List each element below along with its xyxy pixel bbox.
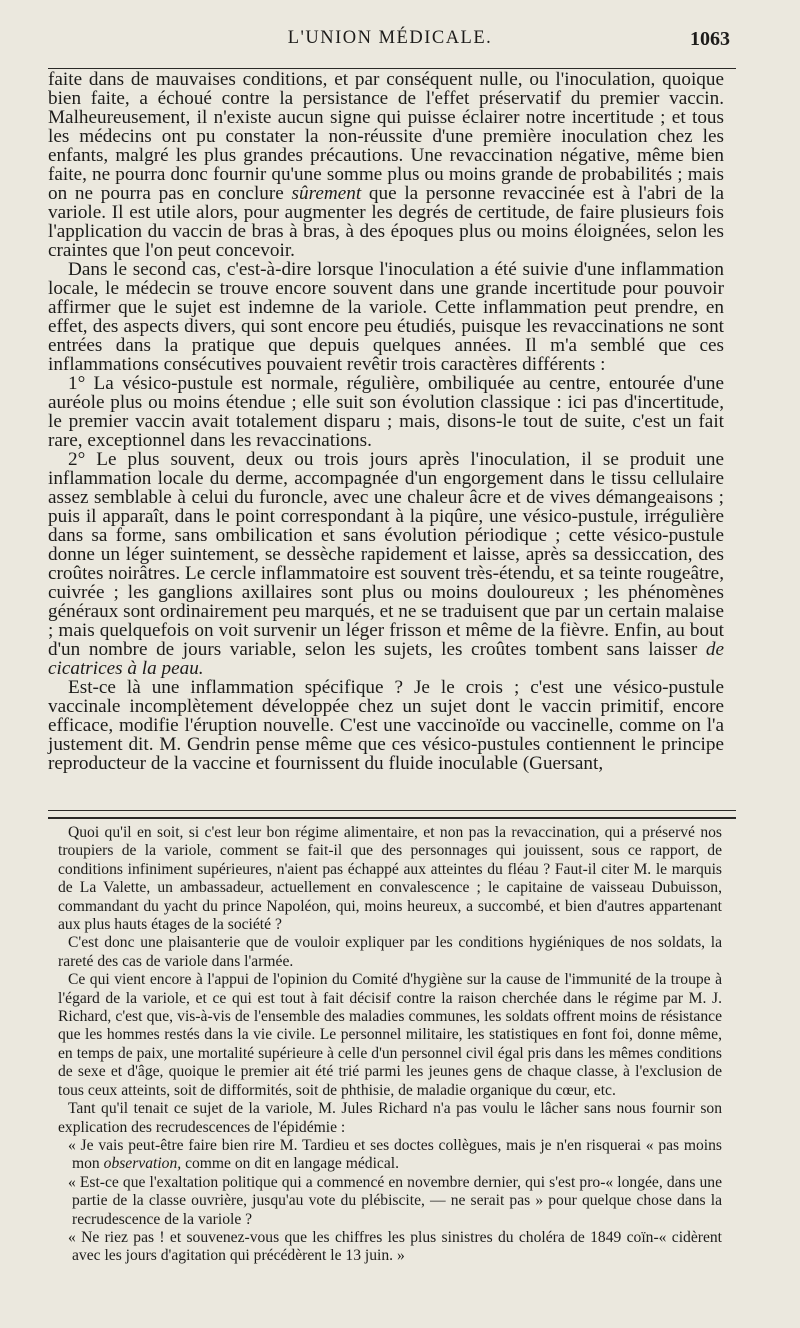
page-number: 1063 xyxy=(690,28,730,50)
article-paragraph-1: faite dans de mauvaises conditions, et par conséquent nulle, ou l'inoculation, quoique bien faite, a échoué contre la persistance de l'effet préservatif du premier vaccin. Malheureusement, il n'existe aucun signe qui puisse éclairer notre incertitude ; et tous les médecins ont pu constater la non-réussite d'une première inoculation chez les enfants, malgré les plus grandes précautions. Une revaccination négative, même bien faite, ne pourra donc fournir qu'une somme plus ou moins grande de probabilités ; mais on ne pourra pas en conclure sûrement que la personne revaccinée est à l'abri de la variole. Il est utile alors, pour augmenter les degrés de certitude, de faire plusieurs fois l'application du vaccin de bras à bras, à des époques plus ou moins éloignées, selon les craintes que l'on peut concevoir. xyxy=(48,69,724,261)
article-paragraph-2: Dans le second cas, c'est-à-dire lorsque l'inoculation a été suivie d'une inflammation locale, le médecin se trouve encore souvent dans une grande incertitude pour pouvoir affirmer que le sujet est indemne de la variole. Cette inflammation peut prendre, en effet, des aspects divers, qui sont encore peu étudiés, puisque les revaccinations ne sont entrées dans la pratique que depuis quelques années. Il m'a semblé que ces inflammations consécutives pouvaient revêtir trois caractères différents : xyxy=(48,259,724,375)
article-body xyxy=(48,70,724,773)
feuilleton-rule-thin xyxy=(48,810,736,811)
feuilleton-quote-3: « Ne riez pas ! et souvenez-vous que les chiffres les plus sinistres du choléra de 1849 coïn-« cidèrent avec les jours d'agitation qui précédèrent le 13 juin. » xyxy=(68,1228,722,1265)
article-paragraph-5: Est-ce là une inflammation spécifique ? Je le crois ; c'est une vésico-pustule vaccinale incomplètement développée chez un sujet dont le vaccin primitif, encore efficace, modifie l'éruption nouvelle. C'est une vaccinoïde ou vaccinelle, comme on l'a justement dit. M. Gendrin pense même que ces vésico-pustules contiennent le principe reproducteur de la vaccine et fournissent du fluide inoculable (Guersant, xyxy=(48,677,724,774)
feuilleton-paragraph-3: Ce qui vient encore à l'appui de l'opinion du Comité d'hygiène sur la cause de l'immunité de la troupe à l'égard de la variole, et ce qui est tout à fait décisif contre la raison cherchée dans le régime par M. J. Richard, c'est que, vis-à-vis de l'ensemble des maladies communes, les soldats offrent moins de résistance que les hommes restés dans la vie civile. Le personnel militaire, les statistiques en font foi, donne même, en temps de paix, une mortalité supérieure à celle d'un personnel civil égal pris dans les mêmes conditions de sexe et d'âge, quoique le premier ait été trié parmi les jeunes gens de chaque classe, à l'exclusion de tous ceux atteints, soit de difformités, soit de phthisie, de maladie organique du cœur, etc. xyxy=(58,971,722,1099)
italic-phrase: de cicatrices à la peau. xyxy=(48,639,724,679)
italic-word: sûrement xyxy=(291,183,362,204)
feuilleton-paragraph-1: Quoi qu'il en soit, si c'est leur bon régime alimentaire, et non pas la revaccination, qui a préservé nos troupiers de la variole, comment se fait-il que des personnages qui jouissent, sous ce rapport, de conditions infiniment supérieures, n'aient pas échappé aux atteintes du fléau ? Faut-il citer M. le marquis de La Valette, un ambassadeur, actuellement en convalescence ; le capitaine de vaisseau Dubuisson, commandant du yacht du prince Napoléon, qui, moins heureux, a succombé, et bien d'autres appartenant aux plus hauts étages de la société ? xyxy=(58,824,722,934)
feuilleton-rule-thick xyxy=(48,817,736,819)
article-paragraph-4: 2° Le plus souvent, deux ou trois jours après l'inoculation, il se produit une inflammation locale du derme, accompagnée d'un engorgement dans le tissu cellulaire assez semblable à celui du furoncle, avec une chaleur âcre et de vives démangeaisons ; puis il apparaît, dans le point correspondant à la piqûre, une vésico-pustule, irrégulière dans sa forme, sans ombilication et sans évolution périodique ; cette vésico-pustule donne un léger suintement, se dessèche rapidement et laisse, après sa dessiccation, des croûtes noirâtres. Le cercle inflammatoire est souvent très-étendu, et sa teinte rougeâtre, cuivrée ; les ganglions axillaires sont plus ou moins douloureux ; les phénomènes généraux sont ordinairement peu marqués, et ne se traduisent que par un certain malaise ; mais quelquefois on voit survenir un léger frisson et même de la fièvre. Enfin, au bout d'un nombre de jours variable, selon les sujets, les croûtes tombent sans laisser de cicatrices à la peau. xyxy=(48,449,724,679)
feuilleton-quote-2: « Est-ce que l'exaltation politique qui a commencé en novembre dernier, qui s'est pro-« longée, dans une partie de la classe ouvrière, jusqu'au vote du plébiscite, — ne serait pas » pour quelque chose dans la recrudescence de la variole ? xyxy=(68,1173,722,1228)
article-paragraph-3: 1° La vésico-pustule est normale, régulière, ombiliquée au centre, entourée d'une auréole plus ou moins étendue ; elle suit son évolution classique : ici pas d'incertitude, le premier vaccin avait totalement disparu ; mais, disons-le tout de suite, c'est un fait rare, exceptionnel dans les revaccinations. xyxy=(48,373,724,451)
italic-word: observation, xyxy=(103,1155,182,1173)
running-head xyxy=(50,28,730,64)
feuilleton-paragraph-2: C'est donc une plaisanterie que de vouloir expliquer par les conditions hygiéniques de nos soldats, la rareté des cas de variole dans l'armée. xyxy=(58,934,722,970)
feuilleton-paragraph-4: Tant qu'il tenait ce sujet de la variole, M. Jules Richard n'a pas voulu le lâcher sans nous fournir son explication des recrudescences de l'épidémie : xyxy=(58,1100,722,1136)
feuilleton-quote-1: « Je vais peut-être faire bien rire M. Tardieu et ses doctes collègues, mais je n'en risquerai « pas moins mon observation, comme on dit en langage médical. xyxy=(68,1136,722,1173)
journal-title: L'UNION MÉDICALE. xyxy=(287,28,493,48)
feuilleton-section xyxy=(58,824,722,1266)
